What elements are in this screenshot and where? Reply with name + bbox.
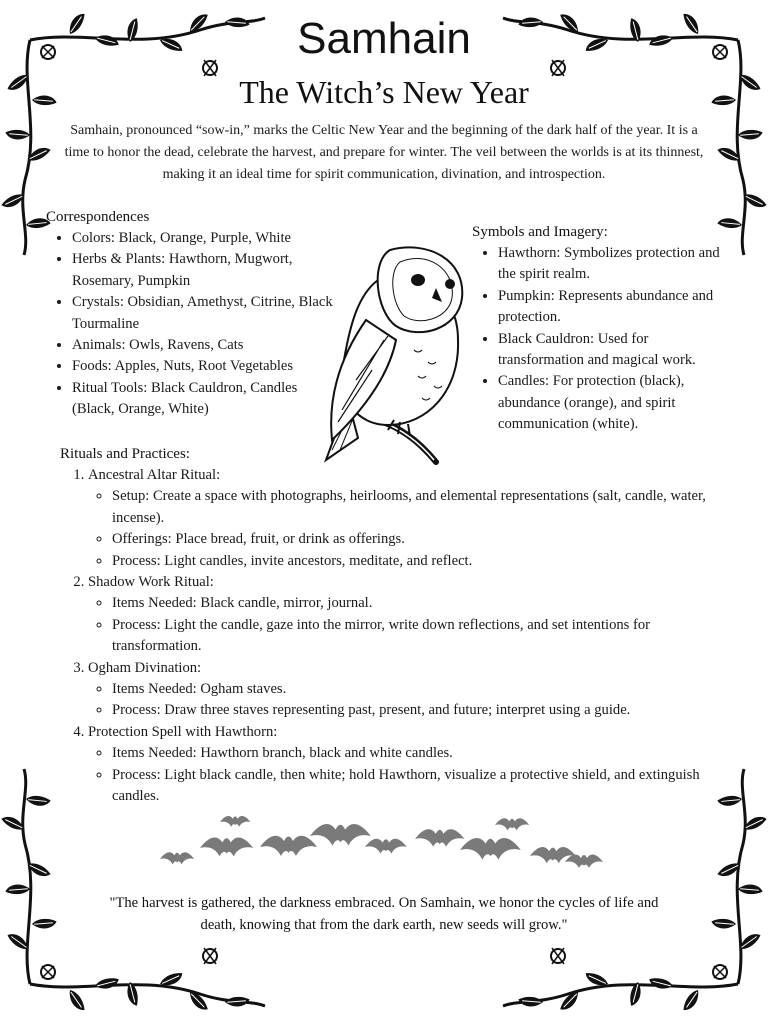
symbols-list [472, 243, 732, 436]
correspondences-list [46, 228, 336, 421]
rituals-section [60, 446, 720, 808]
ritual-name: Protection Spell with Hawthorn: [88, 723, 278, 740]
ritual-detail: ◦ Process: Light black candle, then white; hold Hawthorn, visualize a protective shield, and extinguish candles. [112, 765, 720, 808]
correspondences-heading: Correspondences [46, 209, 150, 225]
ritual-detail: ◦ Items Needed: Ogham staves. [112, 679, 720, 700]
owl-illustration [318, 240, 468, 476]
ritual-detail: ◦ Process: Draw three staves representing past, present, and future; interpret using a guide. [112, 700, 720, 721]
ritual-name: Shadow Work Ritual: [88, 574, 214, 591]
intro-paragraph: Samhain, pronounced “sow-in,” marks the Celtic New Year and the beginning of the dark half of the year. It is a time to honor the dead, celebrate the harvest, and prepare for winter. The veil between the worlds is at its thinnest, making it an ideal time for spirit communication, divination, and introspection. [64, 123, 704, 182]
ritual-detail: ◦ Process: Light the candle, gaze into the mirror, write down reflections, and set intentions for transformation. [112, 615, 720, 658]
page-subtitle: The Witch’s New Year [239, 74, 529, 110]
rituals-heading: Rituals and Practices: [60, 446, 190, 462]
ritual-detail: ◦ Items Needed: Black candle, mirror, journal. [112, 593, 720, 614]
list-item: • Candles: For protection (black), abundance (orange), and spirit communication (white). [498, 371, 732, 435]
closing-quote: "The harvest is gathered, the darkness embraced. On Samhain, we honor the cycles of life and death, knowing that from the dark earth, new seeds will grow." [109, 895, 659, 933]
ritual-detail: ◦ Process: Light candles, invite ancestors, meditate, and reflect. [112, 551, 720, 572]
symbols-heading: Symbols and Imagery: [472, 224, 608, 240]
ritual-item [88, 465, 720, 572]
ritual-name: Ancestral Altar Ritual: [88, 467, 221, 483]
list-item: • Black Cauldron: Used for transformation and magical work. [498, 329, 732, 372]
symbols-section [472, 224, 732, 436]
ritual-detail: ◦ Setup: Create a space with photographs, heirlooms, and elemental representations (salt, candle, water, incense). [112, 486, 720, 529]
list-item: • Herbs & Plants: Hawthorn, Mugwort, Rosemary, Pumpkin [72, 249, 336, 292]
correspondences-section [46, 209, 336, 421]
ritual-item [88, 722, 720, 808]
list-item: • Colors: Black, Orange, Purple, White [72, 228, 336, 249]
list-item: • Foods: Apples, Nuts, Root Vegetables [72, 356, 336, 377]
list-item: • Animals: Owls, Ravens, Cats [72, 335, 336, 356]
rituals-list [60, 465, 720, 808]
ritual-item [88, 572, 720, 658]
list-item: • Crystals: Obsidian, Amethyst, Citrine, Black Tourmaline [72, 292, 336, 335]
bats-illustration [160, 812, 610, 886]
list-item: • Hawthorn: Symbolizes protection and the spirit realm. [498, 243, 732, 286]
page-title: Samhain [297, 14, 471, 63]
ritual-name: Ogham Divination: [88, 659, 202, 676]
ritual-detail: ◦ Offerings: Place bread, fruit, or drink as offerings. [112, 529, 720, 550]
list-item: • Pumpkin: Represents abundance and protection. [498, 286, 732, 329]
list-item: • Ritual Tools: Black Cauldron, Candles (Black, Orange, White) [72, 378, 336, 421]
ritual-detail: ◦ Items Needed: Hawthorn branch, black and white candles. [112, 743, 720, 764]
ritual-item [88, 658, 720, 722]
